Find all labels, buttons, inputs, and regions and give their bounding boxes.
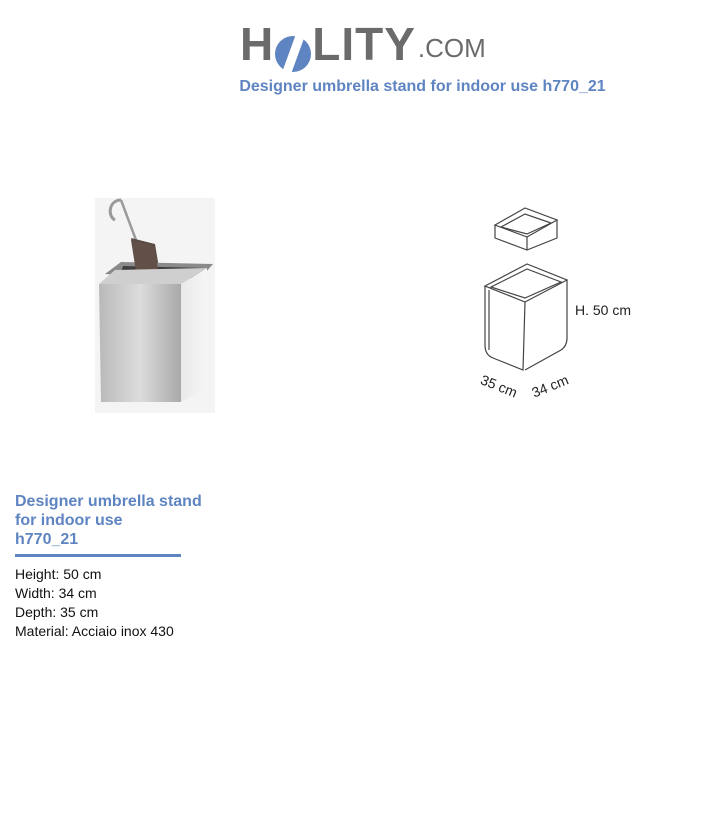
product-title-line: h770_21 <box>15 531 79 548</box>
product-specs <box>15 565 174 641</box>
height-dimension-label: H. 50 cm <box>575 302 632 318</box>
spec-depth: Depth: 35 cm <box>15 604 99 620</box>
logo-text-start: H <box>240 18 275 70</box>
depth-dimension-label: 35 cm <box>478 371 520 401</box>
page-title: Designer umbrella stand for indoor use h770_21 <box>239 78 606 95</box>
product-photo <box>95 198 215 413</box>
spec-width: Width: 34 cm <box>15 585 97 601</box>
logo-o-icon <box>275 36 311 72</box>
product-title-line: for indoor use <box>15 512 123 529</box>
logo-domain: .COM <box>417 33 486 63</box>
holity-logo[interactable] <box>240 10 486 70</box>
product-title-line: Designer umbrella stand <box>15 493 202 510</box>
spec-height: Height: 50 cm <box>15 566 102 582</box>
logo-text-end: LITY <box>312 18 416 70</box>
width-dimension-label: 34 cm <box>529 371 571 401</box>
product-title <box>15 492 215 549</box>
spec-material: Material: Acciaio inox 430 <box>15 623 174 639</box>
title-divider <box>15 554 181 557</box>
